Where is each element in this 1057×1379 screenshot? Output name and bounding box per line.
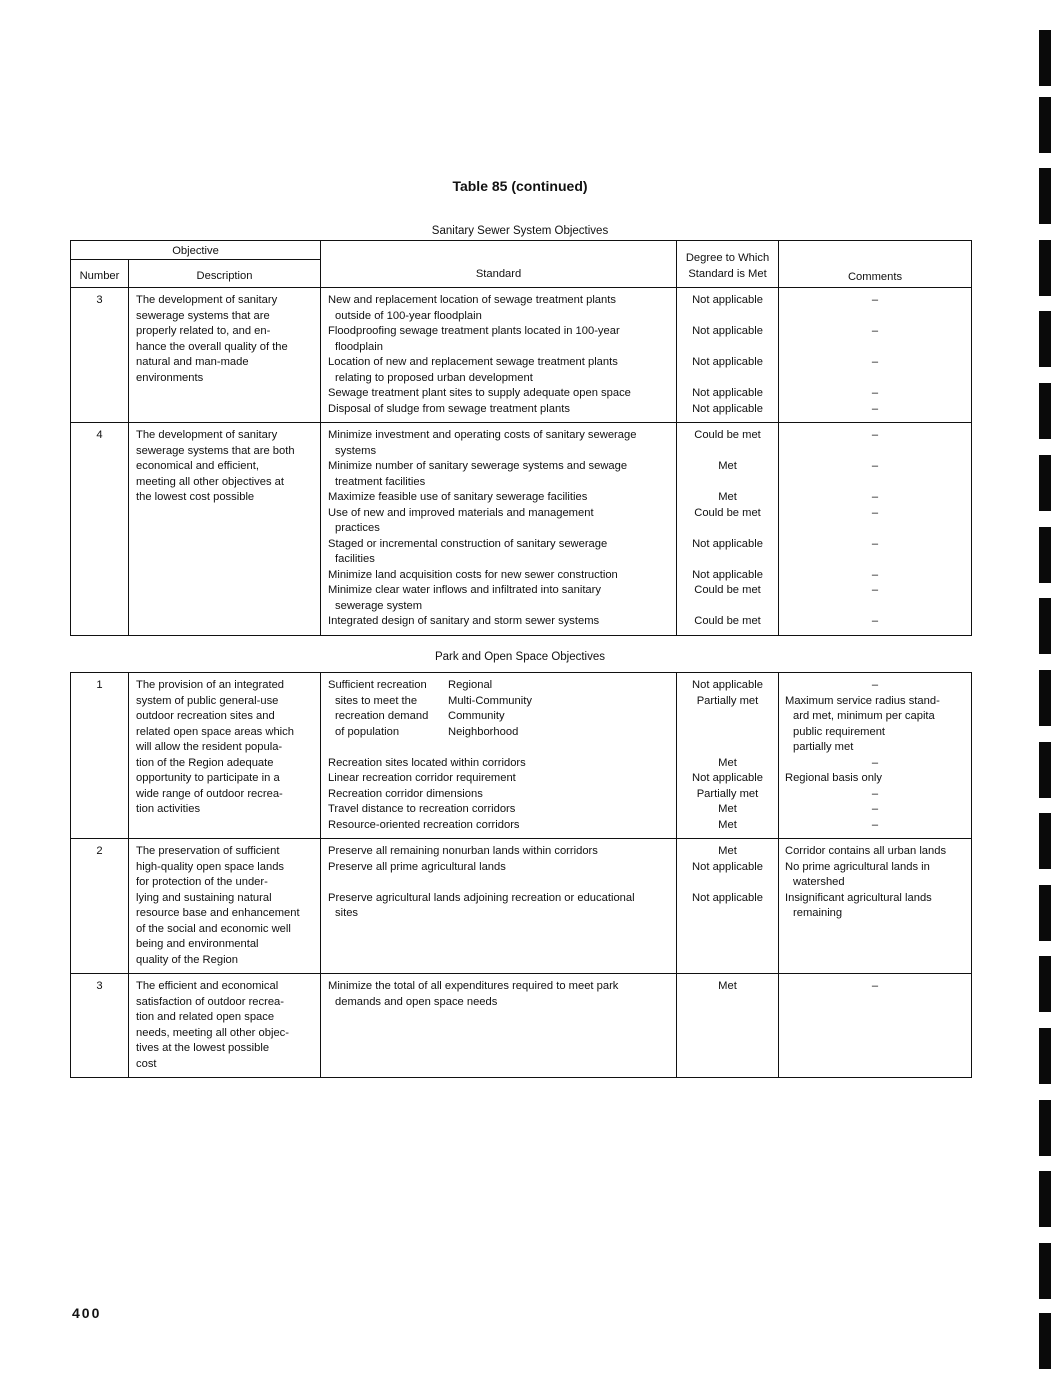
comments-cell: Corridor contains all urban lands No prime agricultural lands in watershed Insignificant agricultural lands remaining	[779, 839, 972, 974]
registration-mark	[1039, 670, 1051, 726]
page-number: 400	[72, 1305, 102, 1321]
registration-mark	[1039, 30, 1051, 86]
standard-cell: Minimize the total of all expenditures required to meet park demands and open space needs	[321, 974, 677, 1078]
comments-cell: – – – – – – – –	[779, 423, 972, 636]
registration-mark	[1039, 240, 1051, 296]
table-row	[71, 423, 972, 636]
objective-description: The provision of an integrated system of public general-use outdoor recreation sites and related open space areas which will allow the resident popula- tion of the Region adequate opportunity to participate in a wide range of outdoor recrea- tion activities	[129, 673, 321, 839]
standard-cell: Sufficient recreation sites to meet the recreation demand of population Regional Multi-Community Community Neighborhood Recreation sites located within corridors Linear recreation corridor requirement Recreation corridor dimensions Travel distance to recreation corridors Resource-oriented recreation corridors	[321, 673, 677, 839]
registration-mark	[1039, 956, 1051, 1012]
comments-cell: –	[779, 974, 972, 1078]
objective-number: 2	[71, 839, 129, 974]
registration-mark	[1039, 598, 1051, 654]
registration-mark	[1039, 1028, 1051, 1084]
degree-cell: Not applicable Not applicable Not applicable Not applicable Not applicable	[677, 288, 779, 423]
objective-number: 4	[71, 423, 129, 636]
registration-mark	[1039, 1100, 1051, 1156]
degree-cell: Met Not applicable Not applicable	[677, 839, 779, 974]
table-row	[71, 974, 972, 1078]
registration-mark	[1039, 1313, 1051, 1369]
standard-cell: Minimize investment and operating costs of sanitary sewerage systems Minimize number of sanitary sewerage systems and sewage treatment facilities Maximize feasible use of sanitary sewerage facilities Use of new and improved materials and management practices Staged or incremental construction of sanitary sewerage facilities Minimize land acquisition costs for new sewer construction Minimize clear water inflows and infiltrated into sanitary sewerage system Integrated design of sanitary and storm sewer systems	[321, 423, 677, 636]
standard-header: Standard	[321, 241, 677, 288]
comments-cell: – Maximum service radius stand- ard met, minimum per capita public requirement partially met – Regional basis only – – –	[779, 673, 972, 839]
registration-mark	[1039, 311, 1051, 367]
degree-header: Degree to Which Standard is Met	[677, 241, 779, 288]
degree-cell: Not applicable Partially met Met Not applicable Partially met Met Met	[677, 673, 779, 839]
registration-marks	[1039, 0, 1053, 1379]
registration-mark	[1039, 383, 1051, 439]
degree-cell: Could be met Met Met Could be met Not applicable Not applicable Could be met Could be met	[677, 423, 779, 636]
objective-description: The development of sanitary sewerage systems that are both economical and efficient, meeting all other objectives at the lowest cost possible	[129, 423, 321, 636]
standard-cell: Preserve all remaining nonurban lands within corridors Preserve all prime agricultural lands Preserve agricultural lands adjoining recreation or educational sites	[321, 839, 677, 974]
objective-description: The efficient and economical satisfaction of outdoor recrea- tion and related open space needs, meeting all other objec- tives at the lowest possible cost	[129, 974, 321, 1078]
page-title: Table 85 (continued)	[452, 178, 588, 194]
registration-mark	[1039, 742, 1051, 798]
park-table	[70, 672, 972, 1078]
description-header: Description	[129, 260, 321, 288]
objective-number: 3	[71, 974, 129, 1078]
degree-cell: Met	[677, 974, 779, 1078]
table-row	[71, 288, 972, 423]
registration-mark	[1039, 168, 1051, 224]
table-row	[71, 673, 972, 839]
registration-mark	[1039, 97, 1051, 153]
objective-header: Objective	[71, 241, 321, 260]
objective-number: 3	[71, 288, 129, 423]
table-row	[71, 839, 972, 974]
registration-mark	[1039, 527, 1051, 583]
objective-description: The preservation of sufficient high-quality open space lands for protection of the under- lying and sustaining natural resource base and enhancement of the social and economic well being and environmental quality of the Region	[129, 839, 321, 974]
standard-cell: New and replacement location of sewage treatment plants outside of 100-year floodplain Floodproofing sewage treatment plants located in 100-year floodplain Location of new and replacement sewage treatment plants relating to proposed urban development Sewage treatment plant sites to supply adequate open space Disposal of sludge from sewage treatment plants	[321, 288, 677, 423]
number-header: Number	[71, 260, 129, 288]
comments-cell: – – – – –	[779, 288, 972, 423]
objective-description: The development of sanitary sewerage systems that are properly related to, and en- hance the overall quality of the natural and man-made environments	[129, 288, 321, 423]
registration-mark	[1039, 455, 1051, 511]
registration-mark	[1039, 1243, 1051, 1299]
comments-header: Comments	[779, 241, 972, 288]
park-caption: Park and Open Space Objectives	[434, 651, 606, 663]
sewer-caption: Sanitary Sewer System Objectives	[431, 225, 609, 237]
registration-mark	[1039, 885, 1051, 941]
objective-number: 1	[71, 673, 129, 839]
registration-mark	[1039, 813, 1051, 869]
sewer-table	[70, 240, 972, 636]
registration-mark	[1039, 1171, 1051, 1227]
